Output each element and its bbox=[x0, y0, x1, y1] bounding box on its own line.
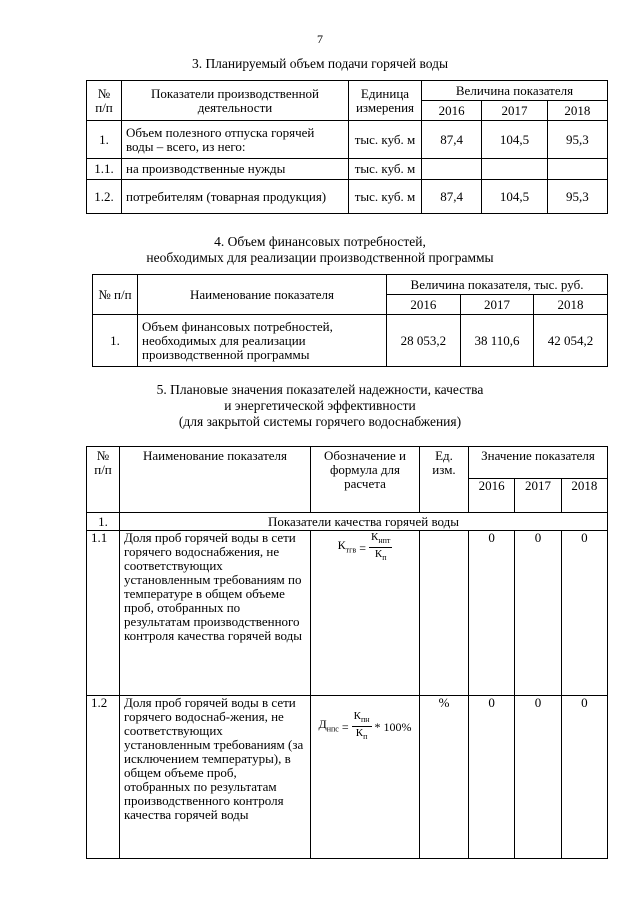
row-value: 95,3 bbox=[547, 121, 607, 159]
header-year: 2018 bbox=[534, 295, 608, 315]
row-name: на производственные нужды bbox=[122, 159, 349, 180]
table-row bbox=[87, 696, 608, 859]
row-value: 0 bbox=[561, 696, 607, 859]
formula: $К_{тгв}$ = $\frac{К_{нпт}}{К_п}$ bbox=[337, 531, 391, 563]
header-value: Значение показателя bbox=[469, 447, 608, 479]
section3-title: 3. Планируемый объем подачи горячей воды bbox=[191, 56, 449, 71]
row-value: 0 bbox=[515, 696, 561, 859]
row-num: 1.1. bbox=[87, 159, 122, 180]
section4-table bbox=[92, 274, 608, 367]
row-value: 42 054,2 bbox=[534, 315, 608, 367]
row-value: 104,5 bbox=[482, 180, 548, 214]
header-year: 2017 bbox=[482, 101, 548, 121]
row-num: 1.2 bbox=[87, 696, 120, 859]
row-value: 0 bbox=[515, 531, 561, 696]
row-value: 0 bbox=[469, 696, 515, 859]
row-value: 28 053,2 bbox=[387, 315, 461, 367]
header-name: Наименование показателя bbox=[138, 275, 387, 315]
row-num: 1. bbox=[87, 121, 122, 159]
row-value: 87,4 bbox=[422, 180, 482, 214]
row-value bbox=[482, 159, 548, 180]
row-name: Объем полезного отпуска горячей воды – всего, из него: bbox=[122, 121, 349, 159]
row-value: 95,3 bbox=[547, 180, 607, 214]
section5-title-line2: и энергетической эффективности bbox=[224, 398, 416, 413]
header-indicator: Показатели производственной деятельности bbox=[122, 81, 349, 121]
group-num: 1. bbox=[87, 513, 120, 531]
header-unit: Единица измерения bbox=[349, 81, 422, 121]
row-value: 0 bbox=[561, 531, 607, 696]
row-value: 38 110,6 bbox=[460, 315, 533, 367]
table-row bbox=[87, 531, 608, 696]
header-unit: Ед. изм. bbox=[420, 447, 469, 513]
row-name: потребителям (товарная продукция) bbox=[122, 180, 349, 214]
row-num: 1.1 bbox=[87, 531, 120, 696]
row-unit: тыс. куб. м bbox=[349, 159, 422, 180]
row-unit: тыс. куб. м bbox=[349, 121, 422, 159]
formula: $Д_{нпс}$ = $\frac{К_{пн}}{К_п}$ * 100% bbox=[318, 710, 412, 742]
table-row bbox=[93, 315, 608, 367]
group-row bbox=[87, 513, 608, 531]
header-year: 2016 bbox=[469, 479, 515, 513]
header-value: Величина показателя, тыс. руб. bbox=[387, 275, 608, 295]
header-year: 2018 bbox=[547, 101, 607, 121]
header-year: 2016 bbox=[387, 295, 461, 315]
header-year: 2017 bbox=[460, 295, 533, 315]
page-number: 7 bbox=[317, 32, 323, 46]
row-unit bbox=[420, 531, 469, 696]
row-name: Объем финансовых потребностей, необходимых для реализации производственной программы bbox=[138, 315, 387, 367]
header-num: № п/п bbox=[87, 81, 122, 121]
row-formula bbox=[311, 696, 420, 859]
header-formula: Обозначение и формула для расчета bbox=[311, 447, 420, 513]
section5-table bbox=[86, 446, 608, 859]
header-year: 2018 bbox=[561, 479, 607, 513]
row-formula bbox=[311, 531, 420, 696]
section5-title-line1: 5. Плановые значения показателей надежности, качества bbox=[156, 382, 484, 397]
table-row bbox=[87, 121, 608, 159]
table-row bbox=[87, 159, 608, 180]
header-num: № п/п bbox=[87, 447, 120, 513]
header-value: Величина показателя bbox=[422, 81, 608, 101]
section4-title-line2: необходимых для реализации производственной программы bbox=[146, 250, 494, 265]
section4-title-line1: 4. Объем финансовых потребностей, bbox=[214, 234, 426, 249]
row-unit: тыс. куб. м bbox=[349, 180, 422, 214]
row-name: Доля проб горячей воды в сети горячего водоснаб-жения, не соответствующих установленным требованиям (за исключением температуры), в общем объеме проб, отобранных по результатам производственного контроля качества горячей воды bbox=[120, 696, 311, 859]
row-value bbox=[422, 159, 482, 180]
group-name: Показатели качества горячей воды bbox=[120, 513, 608, 531]
row-value: 87,4 bbox=[422, 121, 482, 159]
row-value: 0 bbox=[469, 531, 515, 696]
header-year: 2017 bbox=[515, 479, 561, 513]
row-value: 104,5 bbox=[482, 121, 548, 159]
section5-title-line3: (для закрытой системы горячего водоснабжения) bbox=[178, 414, 462, 429]
row-value bbox=[547, 159, 607, 180]
row-unit: % bbox=[420, 696, 469, 859]
header-year: 2016 bbox=[422, 101, 482, 121]
row-num: 1.2. bbox=[87, 180, 122, 214]
header-num: № п/п bbox=[93, 275, 138, 315]
row-num: 1. bbox=[93, 315, 138, 367]
table-row bbox=[87, 180, 608, 214]
row-name: Доля проб горячей воды в сети горячего водоснабжения, не соответствующих установленным требованиям по температуре в общем объеме проб, отобранных по результатам производственного контроля качества горячей воды bbox=[120, 531, 311, 696]
section3-table bbox=[86, 80, 608, 214]
header-name: Наименование показателя bbox=[120, 447, 311, 513]
